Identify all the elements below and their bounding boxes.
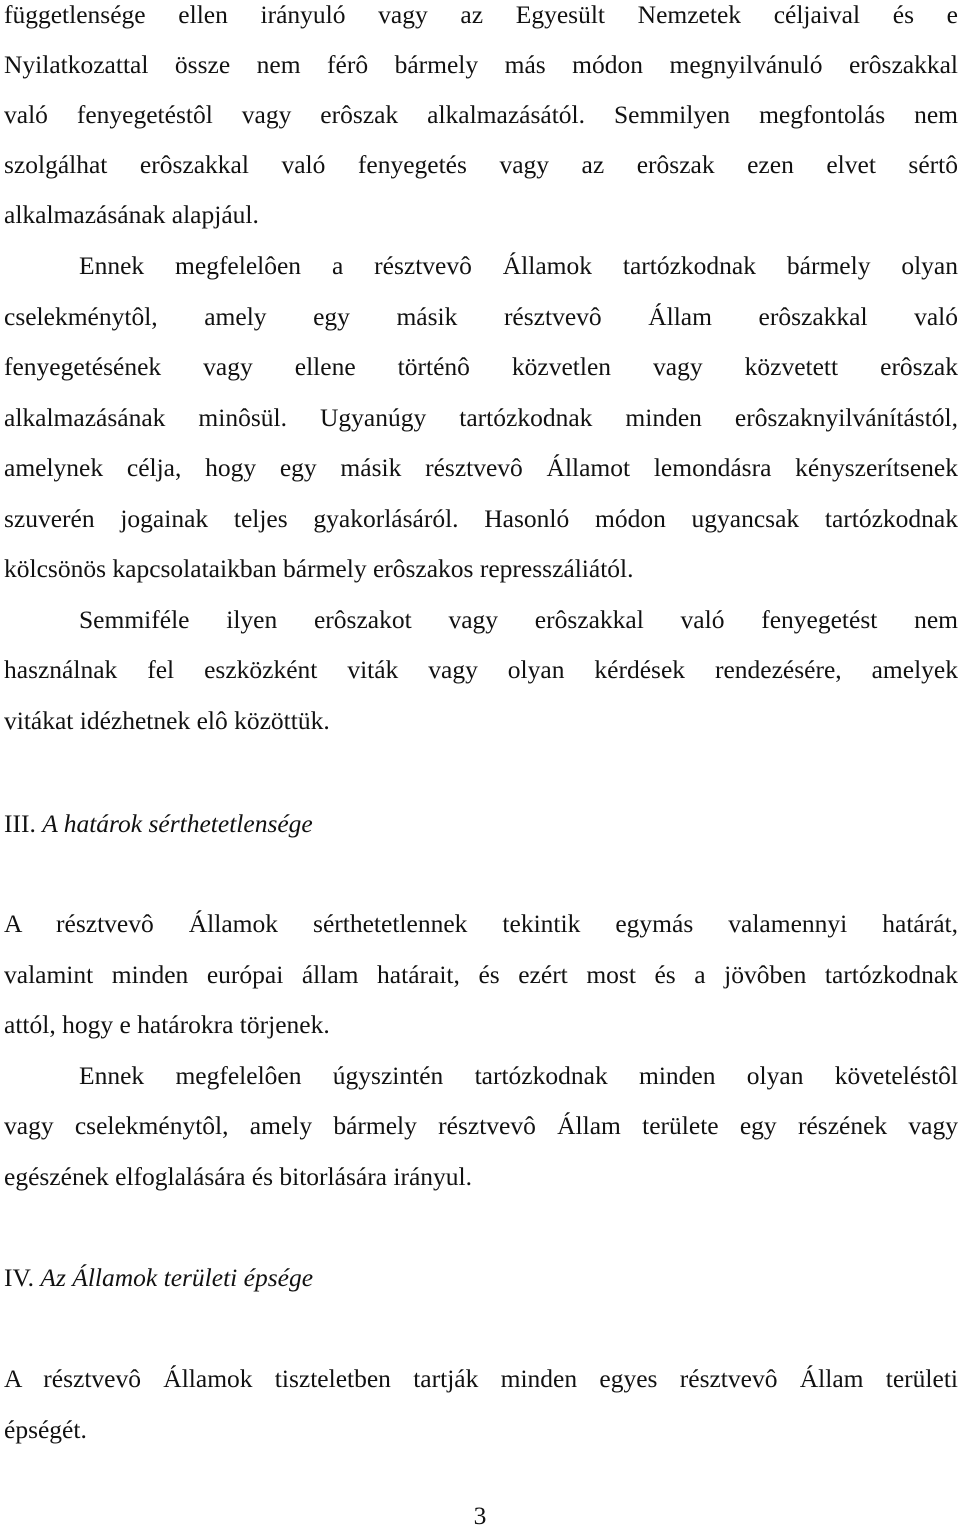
text-line: Ennek megfelelôen a résztvevô Államok tartózkodnak bármely olyan <box>79 251 958 280</box>
section-number: IV. <box>4 1263 34 1292</box>
text-line: szuverén jogainak teljes gyakorlásáról. Hasonló módon ugyancsak tartózkodnak <box>4 504 958 533</box>
text-line: A résztvevô Államok tiszteletben tartják minden egyes résztvevô Állam területi <box>4 1364 958 1393</box>
text-line: valamint minden európai állam határait, és ezért most és a jövôben tartózkodnak <box>4 960 958 989</box>
text-line: amelynek célja, hogy egy másik résztvevô Államot lemondásra kényszerítsenek <box>4 453 958 482</box>
section-heading-iv <box>4 1262 313 1294</box>
text-line: alkalmazásának minôsül. Ugyanúgy tartózkodnak minden erôszaknyilvánítástól, <box>4 403 958 432</box>
text-line: szolgálhat erôszakkal való fenyegetés vagy az erôszak ezen elvet sértô <box>4 150 958 179</box>
text-line: egészének elfoglalására és bitorlására irányul. <box>4 1162 472 1191</box>
text-line: Ennek megfelelôen úgyszintén tartózkodnak minden olyan követeléstôl <box>79 1061 958 1090</box>
text-line: vagy cselekménytôl, amely bármely résztvevô Állam területe egy részének vagy <box>4 1111 958 1140</box>
text-line: kölcsönös kapcsolataikban bármely erôszakos represszáliától. <box>4 554 634 583</box>
section-heading-iii <box>4 808 313 840</box>
text-line: A résztvevô Államok sérthetetlennek tekintik egymás valamennyi határát, <box>4 909 958 938</box>
text-line: való fenyegetéstôl vagy erôszak alkalmazásától. Semmilyen megfontolás nem <box>4 100 958 129</box>
text-line: Nyilatkozattal össze nem férô bármely más módon megnyilvánuló erôszakkal <box>4 50 958 79</box>
text-line: alkalmazásának alapjául. <box>4 200 259 229</box>
text-line: függetlensége ellen irányuló vagy az Egyesült Nemzetek céljaival és e <box>4 0 958 29</box>
section-number: III. <box>4 809 36 838</box>
section-title: Az Államok területi épsége <box>40 1263 314 1292</box>
text-line: cselekménytôl, amely egy másik résztvevô Állam erôszakkal való <box>4 302 958 331</box>
text-line: fenyegetésének vagy ellene történô közvetlen vagy közvetett erôszak <box>4 352 958 381</box>
text-line: épségét. <box>4 1415 87 1444</box>
text-line: Semmiféle ilyen erôszakot vagy erôszakkal való fenyegetést nem <box>79 605 958 634</box>
text-line: attól, hogy e határokra törjenek. <box>4 1010 330 1039</box>
text-line: használnak fel eszközként viták vagy olyan kérdések rendezésére, amelyek <box>4 655 958 684</box>
section-title: A határok sérthetetlensége <box>42 809 313 838</box>
text-line: vitákat idézhetnek elô közöttük. <box>4 706 330 735</box>
page-number: 3 <box>473 1501 487 1530</box>
